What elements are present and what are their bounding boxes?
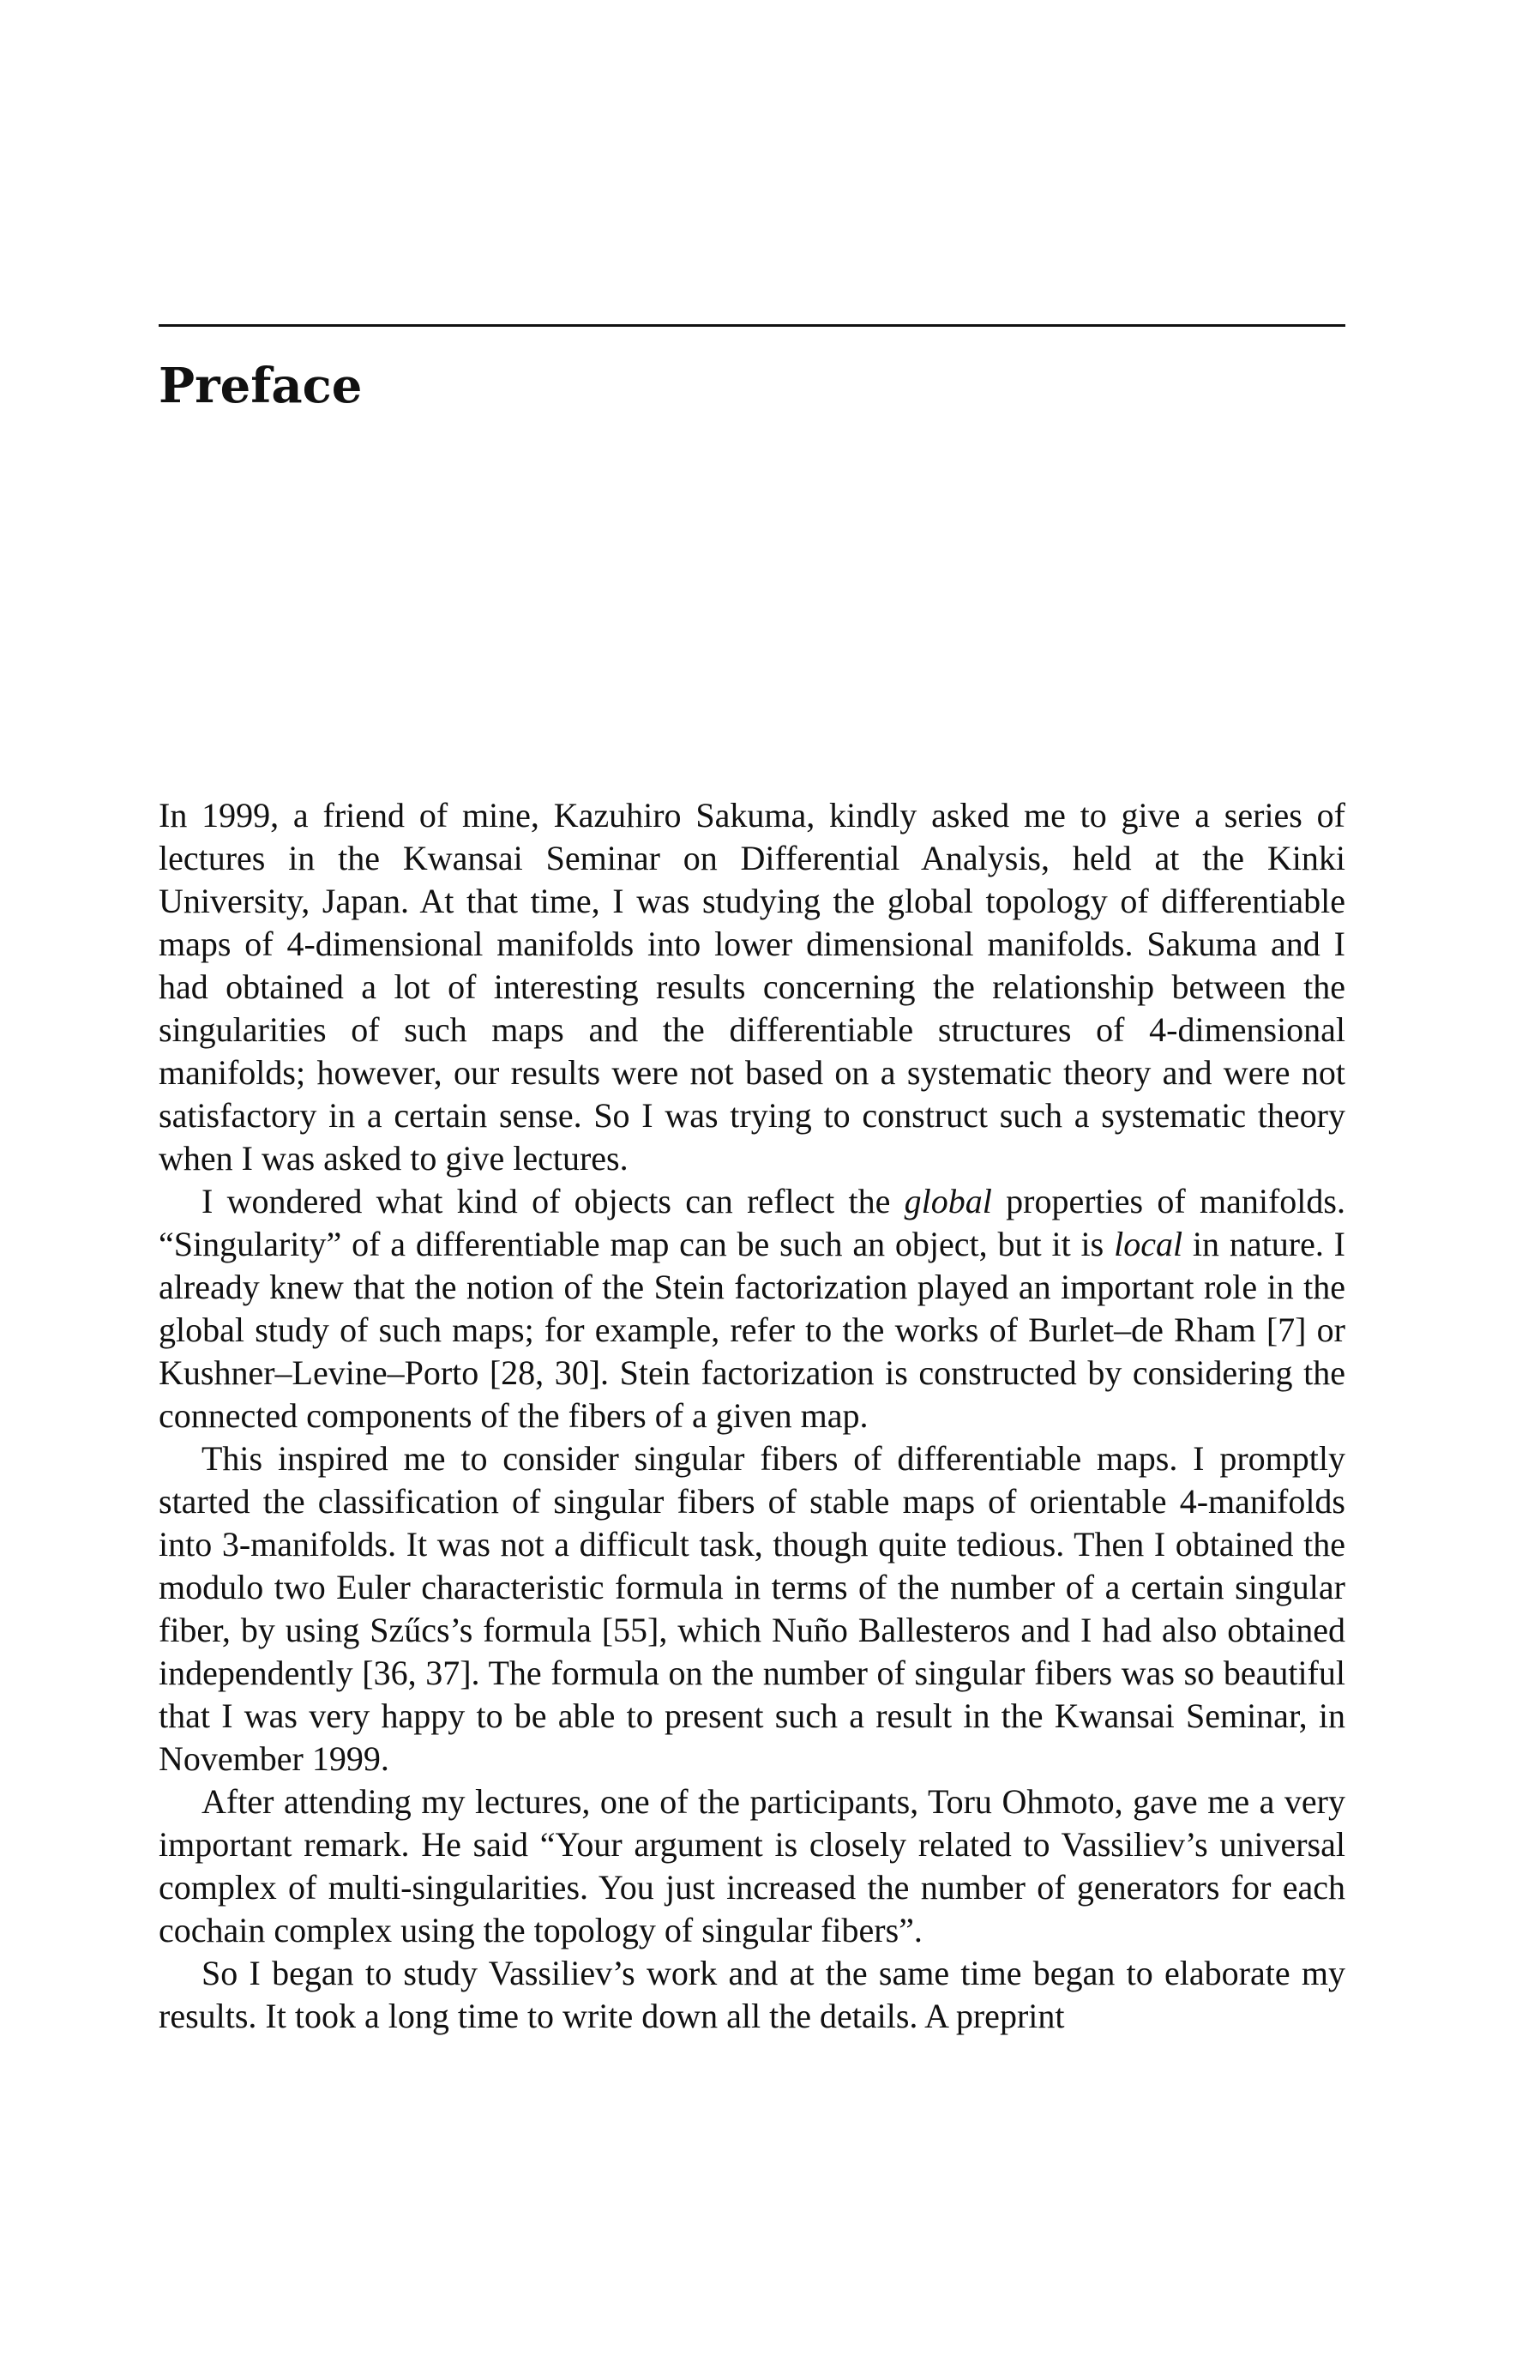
paragraph-text: properties of manifolds. “Singularity” of a differentiable map can be such an object, but it is [159, 1182, 1345, 1263]
paragraph-text: I wondered what kind of objects can reflect the [202, 1182, 905, 1220]
paragraph-4 [159, 1780, 1345, 1952]
paragraph-2 [159, 1180, 1345, 1437]
paragraph-text: After attending my lectures, one of the participants, Toru Ohmoto, gave me a very important remark. He said “Your argument is closely related to Vassiliev’s universal complex of multi-singularities. You just increased the number of generators for each cochain complex using the topology of singular fibers”. [159, 1782, 1345, 1949]
emphasis-global: global [904, 1182, 992, 1220]
emphasis-local: local [1114, 1225, 1183, 1263]
paragraph-1 [159, 794, 1345, 1180]
page-title: Preface [159, 358, 363, 414]
paragraph-text: This inspired me to consider singular fibers of differentiable maps. I promptly started the classification of singular fibers of stable maps of orientable 4-manifolds into 3-manifolds. It was not a difficult task, though quite tedious. Then I obtained the modulo two Euler characteristic formula in terms of the number of a certain singular fiber, by using Szűcs’s formula [55], which Nuño Ballesteros and I had also obtained independently [36, 37]. The formula on the number of singular fibers was so beautiful that I was very happy to be able to present such a result in the Kwansai Seminar, in November 1999. [159, 1439, 1345, 1778]
paragraph-5 [159, 1952, 1345, 2038]
header-rule [159, 324, 1345, 327]
paragraph-text: in nature. I already knew that the notion of the Stein factorization played an important role in the global study of such maps; for example, refer to the works of Burlet–de Rham [7] or Kushner–Levine–Porto [28, 30]. Stein factorization is constructed by considering the connected components of the fibers of a given map. [159, 1225, 1345, 1435]
paragraph-3 [159, 1437, 1345, 1780]
body-text [159, 794, 1345, 2038]
paragraph-text: In 1999, a friend of mine, Kazuhiro Sakuma, kindly asked me to give a series of lectures in the Kwansai Seminar on Differential Analysis, held at the Kinki University, Japan. At that time, I was studying the global topology of differentiable maps of 4-dimensional manifolds into lower dimensional manifolds. Sakuma and I had obtained a lot of interesting results concerning the relationship between the singularities of such maps and the differentiable structures of 4-dimensional manifolds; however, our results were not based on a systematic theory and were not satisfactory in a certain sense. So I was trying to construct such a systematic theory when I was asked to give lectures. [159, 796, 1345, 1178]
paragraph-text: So I began to study Vassiliev’s work and at the same time began to elaborate my results. It took a long time to write down all the details. A preprint [159, 1954, 1345, 2035]
